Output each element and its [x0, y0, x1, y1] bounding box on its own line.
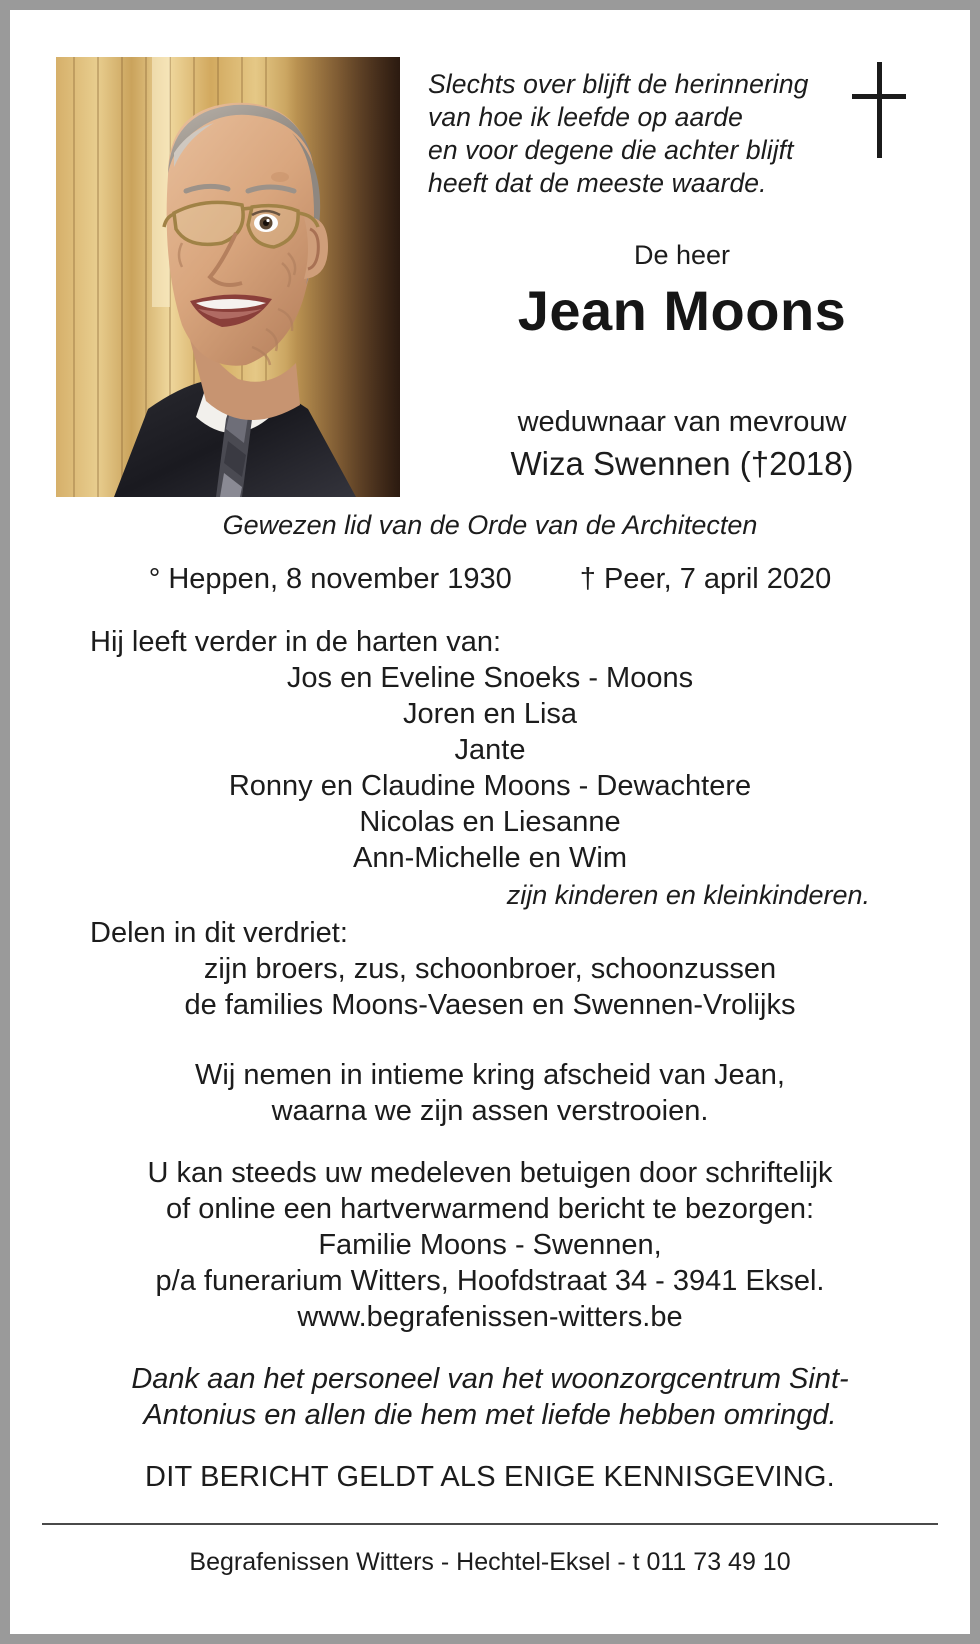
- poem-line-1: Slechts over blijft de herinnering: [428, 69, 809, 99]
- card-header: [10, 10, 970, 490]
- deceased-name: Jean Moons: [517, 279, 847, 342]
- condolence-family: Familie Moons - Swennen,: [318, 1229, 662, 1261]
- spacer: [10, 1334, 970, 1360]
- memorial-poem: [428, 68, 848, 200]
- poem-line-3: en voor degene die achter blijft: [428, 135, 794, 165]
- family-member: Ann-Michelle en Wim: [353, 842, 627, 874]
- family-member: Ronny en Claudine Moons - Dewachtere: [228, 770, 752, 802]
- family-member: Nicolas en Liesanne: [359, 806, 621, 838]
- mourners-heading: Delen in dit verdriet:: [90, 917, 348, 949]
- card-body: [10, 490, 970, 1494]
- spacer: [10, 1022, 970, 1056]
- dates-line: [10, 563, 970, 596]
- spacer: [10, 1128, 970, 1154]
- membership-line: Gewezen lid van de Orde van de Architecten: [222, 510, 758, 540]
- memorial-card: [10, 10, 970, 1634]
- spacer: [10, 1432, 970, 1458]
- condolence-address: p/a funerarium Witters, Hoofdstraat 34 - 3941 Eksel.: [155, 1265, 825, 1297]
- cross-icon: [852, 62, 906, 158]
- condolence-line: of online een hartverwarmend bericht te bezorgen:: [165, 1193, 815, 1225]
- widower-label: weduwnaar van mevrouw: [517, 406, 847, 438]
- poem-line-4: heeft dat de meeste waarde.: [428, 168, 767, 198]
- poem-line-2: van hoe ik leefde op aarde: [428, 102, 743, 132]
- birth-date: ° Heppen, 8 november 1930: [148, 563, 512, 595]
- family-member: Jante: [454, 734, 526, 766]
- family-member: Joren en Lisa: [402, 698, 578, 730]
- portrait-photo: [56, 57, 400, 497]
- death-date: † Peer, 7 april 2020: [579, 563, 832, 595]
- mourners-line: zijn broers, zus, schoonbroer, schoonzussen: [203, 953, 777, 985]
- footer-text: Begrafenissen Witters - Hechtel-Eksel - t 011 73 49 10: [189, 1548, 791, 1576]
- thanks-line: Antonius en allen die hem met liefde hebben omringd.: [143, 1399, 837, 1431]
- portrait-illustration: [56, 57, 400, 497]
- thanks-line: Dank aan het personeel van het woonzorgcentrum Sint-: [131, 1363, 849, 1395]
- spouse-name: Wiza Swennen (†2018): [510, 445, 854, 482]
- footer-divider: [42, 1523, 938, 1525]
- salutation: De heer: [633, 240, 731, 270]
- family-heading: Hij leeft verder in de harten van:: [90, 626, 502, 658]
- condolence-website[interactable]: www.begrafenissen-witters.be: [297, 1301, 683, 1333]
- mourners-line: de families Moons-Vaesen en Swennen-Vrolijks: [184, 989, 796, 1021]
- family-member: Jos en Eveline Snoeks - Moons: [286, 662, 694, 694]
- notice-line: DIT BERICHT GELDT ALS ENIGE KENNISGEVING.: [145, 1461, 835, 1493]
- condolence-line: U kan steeds uw medeleven betuigen door schriftelijk: [147, 1157, 833, 1189]
- farewell-line: waarna we zijn assen verstrooien.: [271, 1095, 709, 1127]
- family-relation-note: zijn kinderen en kleinkinderen.: [506, 880, 870, 910]
- spouse-block: [406, 402, 958, 484]
- farewell-line: Wij nemen in intieme kring afscheid van Jean,: [195, 1059, 785, 1091]
